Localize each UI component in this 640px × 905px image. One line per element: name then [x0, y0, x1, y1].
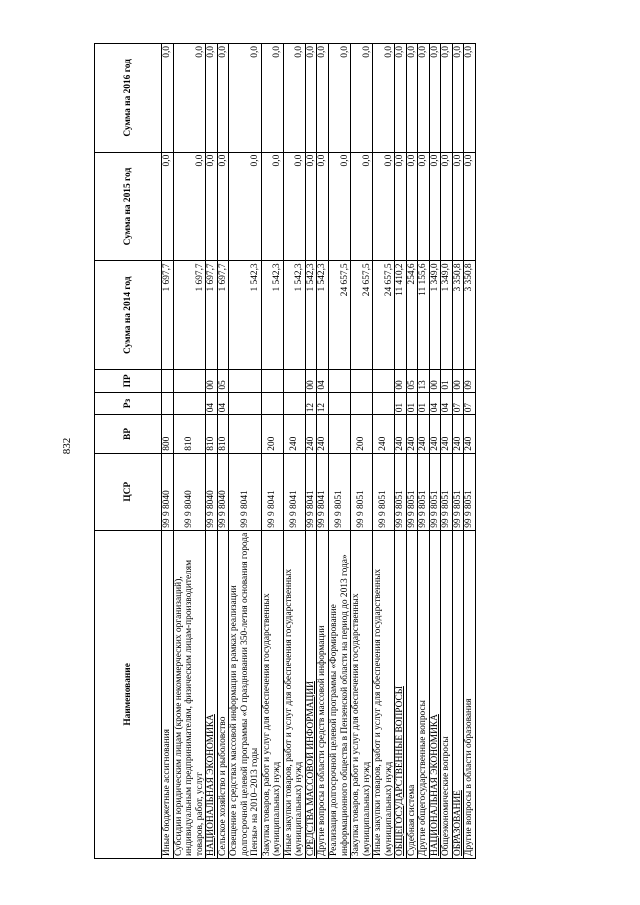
cell-rz — [261, 392, 283, 415]
cell-pr — [173, 370, 206, 393]
cell-vr: 240 — [395, 415, 407, 453]
header-2014: Сумма на 2014 год — [95, 261, 162, 370]
cell-vr: 810 — [206, 415, 218, 453]
cell-rz — [351, 392, 373, 415]
cell-2014: 1 697,7 — [162, 261, 174, 370]
cell-2015: 0,0 — [406, 152, 418, 261]
cell-2016: 0,0 — [418, 44, 430, 153]
cell-2016: 0,0 — [283, 44, 305, 153]
cell-2016: 0,0 — [395, 44, 407, 153]
cell-csr: 99 9 8041 — [229, 453, 262, 530]
cell-vr: 240 — [464, 415, 476, 453]
table-row — [317, 44, 329, 859]
header-pr: ПР — [95, 370, 162, 393]
cell-csr: 99 9 8051 — [328, 453, 350, 530]
cell-name: СРЕДСТВА МАССОВОЙ ИНФОРМАЦИИ — [305, 530, 317, 858]
cell-2015: 0,0 — [173, 152, 206, 261]
cell-2016: 0,0 — [429, 44, 441, 153]
cell-rz: 12 — [305, 392, 317, 415]
cell-rz — [173, 392, 206, 415]
cell-2016: 0,0 — [217, 44, 229, 153]
cell-rz — [328, 392, 350, 415]
cell-csr: 99 9 8051 — [373, 453, 395, 530]
cell-csr: 99 9 8051 — [395, 453, 407, 530]
cell-2015: 0,0 — [162, 152, 174, 261]
cell-pr: 05 — [406, 370, 418, 393]
cell-2016: 0,0 — [328, 44, 350, 153]
cell-pr — [261, 370, 283, 393]
cell-2014: 3 350,8 — [452, 261, 464, 370]
cell-rz: 04 — [206, 392, 218, 415]
cell-rz: 04 — [429, 392, 441, 415]
cell-vr: 200 — [351, 415, 373, 453]
cell-vr: 240 — [452, 415, 464, 453]
budget-table-container — [94, 43, 569, 859]
cell-vr: 240 — [317, 415, 329, 453]
cell-pr — [351, 370, 373, 393]
table-row — [452, 44, 464, 859]
table-row — [328, 44, 350, 859]
cell-2014: 1 542,3 — [229, 261, 262, 370]
cell-2014: 24 657,5 — [328, 261, 350, 370]
cell-2015: 0,0 — [429, 152, 441, 261]
header-vr: ВР — [95, 415, 162, 453]
cell-csr: 99 9 8040 — [173, 453, 206, 530]
cell-vr: 240 — [305, 415, 317, 453]
cell-rz: 04 — [217, 392, 229, 415]
cell-rz: 04 — [441, 392, 453, 415]
cell-csr: 99 9 8051 — [464, 453, 476, 530]
cell-2015: 0,0 — [217, 152, 229, 261]
cell-csr: 99 9 8051 — [406, 453, 418, 530]
page-number: 832 — [61, 437, 73, 455]
cell-2015: 0,0 — [351, 152, 373, 261]
table-row — [373, 44, 395, 859]
cell-2016: 0,0 — [206, 44, 218, 153]
cell-2015: 0,0 — [418, 152, 430, 261]
table-row — [406, 44, 418, 859]
cell-name: Другие общегосударственные вопросы — [418, 530, 430, 858]
cell-pr: 00 — [429, 370, 441, 393]
cell-2016: 0,0 — [317, 44, 329, 153]
cell-2015: 0,0 — [317, 152, 329, 261]
cell-vr: 240 — [406, 415, 418, 453]
cell-pr: 00 — [452, 370, 464, 393]
cell-name: ОБЩЕГОСУДАРСТВЕННЫЕ ВОПРОСЫ — [395, 530, 407, 858]
cell-2015: 0,0 — [452, 152, 464, 261]
cell-2016: 0,0 — [305, 44, 317, 153]
cell-2015: 0,0 — [261, 152, 283, 261]
cell-rz: 01 — [395, 392, 407, 415]
cell-rz: 12 — [317, 392, 329, 415]
cell-name: НАЦИОНАЛЬНАЯ ЭКОНОМИКА — [429, 530, 441, 858]
cell-pr — [328, 370, 350, 393]
cell-csr: 99 9 8051 — [452, 453, 464, 530]
cell-rz: 07 — [452, 392, 464, 415]
cell-name: Освещение в средствах массовой информации в рамках реализации долгосрочной целевой программы «О праздновании 350-летия основания города Пензы» на 2010–2013 годы — [229, 530, 262, 858]
table-row — [351, 44, 373, 859]
table-row — [395, 44, 407, 859]
header-row — [95, 44, 162, 859]
cell-name: Другие вопросы в области образования — [464, 530, 476, 858]
cell-2014: 3 350,8 — [464, 261, 476, 370]
cell-name: Сельское хозяйство и рыболовство — [217, 530, 229, 858]
cell-csr: 99 9 8041 — [317, 453, 329, 530]
cell-vr: 800 — [162, 415, 174, 453]
cell-rz — [162, 392, 174, 415]
cell-rz — [229, 392, 262, 415]
cell-2015: 0,0 — [395, 152, 407, 261]
cell-2015: 0,0 — [305, 152, 317, 261]
cell-csr: 99 9 8051 — [351, 453, 373, 530]
cell-2014: 1 697,7 — [206, 261, 218, 370]
cell-2016: 0,0 — [373, 44, 395, 153]
cell-pr — [229, 370, 262, 393]
cell-name: ОБРАЗОВАНИЕ — [452, 530, 464, 858]
cell-2014: 1 542,3 — [317, 261, 329, 370]
header-rz: Рз — [95, 392, 162, 415]
table-row — [283, 44, 305, 859]
cell-pr — [373, 370, 395, 393]
cell-2014: 24 657,5 — [373, 261, 395, 370]
cell-vr — [229, 415, 262, 453]
cell-2016: 0,0 — [464, 44, 476, 153]
table-row — [162, 44, 174, 859]
header-2015: Сумма на 2015 год — [95, 152, 162, 261]
cell-pr: 13 — [418, 370, 430, 393]
cell-csr: 99 9 8041 — [305, 453, 317, 530]
cell-vr: 810 — [173, 415, 206, 453]
cell-2014: 1 542,3 — [283, 261, 305, 370]
cell-2016: 0,0 — [351, 44, 373, 153]
cell-2016: 0,0 — [162, 44, 174, 153]
cell-vr: 240 — [283, 415, 305, 453]
cell-name: Реализация долгосрочной целевой программы «Формирование информационного общества в Пензенской области на период до 2013 года» — [328, 530, 350, 858]
cell-pr: 00 — [305, 370, 317, 393]
cell-rz — [373, 392, 395, 415]
cell-2016: 0,0 — [441, 44, 453, 153]
table-row — [217, 44, 229, 859]
cell-name: Субсидии юридическим лицам (кроме некоммерческих организаций), индивидуальным предпринимателям, физическим лицам-производителям товаров, работ, услуг — [173, 530, 206, 858]
cell-name: Закупка товаров, работ и услуг для обеспечения государственных (муниципальных) нужд — [351, 530, 373, 858]
cell-2015: 0,0 — [328, 152, 350, 261]
header-2016: Сумма на 2016 год — [95, 44, 162, 153]
cell-2014: 1 542,3 — [261, 261, 283, 370]
cell-rz: 07 — [464, 392, 476, 415]
cell-pr: 00 — [206, 370, 218, 393]
cell-vr: 810 — [217, 415, 229, 453]
cell-csr: 99 9 8051 — [429, 453, 441, 530]
cell-vr: 240 — [418, 415, 430, 453]
cell-csr: 99 9 8051 — [418, 453, 430, 530]
cell-name: НАЦИОНАЛЬНАЯ ЭКОНОМИКА — [206, 530, 218, 858]
cell-2015: 0,0 — [373, 152, 395, 261]
cell-vr: 240 — [429, 415, 441, 453]
cell-csr: 99 9 8041 — [261, 453, 283, 530]
cell-2014: 1 697,7 — [173, 261, 206, 370]
cell-pr: 01 — [441, 370, 453, 393]
cell-pr — [162, 370, 174, 393]
cell-csr: 99 9 8040 — [217, 453, 229, 530]
cell-vr: 240 — [441, 415, 453, 453]
cell-name: Иные бюджетные ассигнования — [162, 530, 174, 858]
cell-2016: 0,0 — [452, 44, 464, 153]
cell-name: Судебная система — [406, 530, 418, 858]
cell-2014: 1 542,3 — [305, 261, 317, 370]
cell-2014: 1 349,0 — [429, 261, 441, 370]
cell-2016: 0,0 — [406, 44, 418, 153]
cell-rz: 01 — [418, 392, 430, 415]
table-row — [229, 44, 262, 859]
table-row — [261, 44, 283, 859]
cell-2016: 0,0 — [261, 44, 283, 153]
cell-pr: 05 — [217, 370, 229, 393]
header-name: Наименование — [95, 530, 162, 858]
cell-pr: 00 — [395, 370, 407, 393]
table-row — [441, 44, 453, 859]
cell-vr — [328, 415, 350, 453]
cell-name: Общеэкономические вопросы — [441, 530, 453, 858]
cell-2016: 0,0 — [229, 44, 262, 153]
cell-rz: 01 — [406, 392, 418, 415]
table-row — [206, 44, 218, 859]
table-row — [429, 44, 441, 859]
cell-2014: 254,6 — [406, 261, 418, 370]
table-row — [464, 44, 476, 859]
cell-name: Иные закупки товаров, работ и услуг для обеспечения государственных (муниципальных) нужд — [283, 530, 305, 858]
cell-vr: 200 — [261, 415, 283, 453]
cell-name: Закупка товаров, работ и услуг для обеспечения государственных (муниципальных) нужд — [261, 530, 283, 858]
cell-csr: 99 9 8041 — [283, 453, 305, 530]
cell-2014: 1 349,0 — [441, 261, 453, 370]
cell-vr: 240 — [373, 415, 395, 453]
cell-2015: 0,0 — [206, 152, 218, 261]
cell-2014: 11 155,6 — [418, 261, 430, 370]
cell-2015: 0,0 — [441, 152, 453, 261]
cell-2015: 0,0 — [464, 152, 476, 261]
cell-name: Иные закупки товаров, работ и услуг для обеспечения государственных (муниципальных) нужд — [373, 530, 395, 858]
table-row — [173, 44, 206, 859]
header-csr: ЦСР — [95, 453, 162, 530]
cell-name: Другие вопросы в области средств массовой информации — [317, 530, 329, 858]
cell-2014: 11 410,2 — [395, 261, 407, 370]
cell-2015: 0,0 — [283, 152, 305, 261]
cell-2016: 0,0 — [173, 44, 206, 153]
cell-pr: 04 — [317, 370, 329, 393]
table-row — [305, 44, 317, 859]
budget-table — [94, 43, 476, 859]
cell-2014: 1 697,7 — [217, 261, 229, 370]
table-body — [162, 44, 476, 859]
cell-csr: 99 9 8040 — [206, 453, 218, 530]
cell-2015: 0,0 — [229, 152, 262, 261]
cell-pr — [283, 370, 305, 393]
cell-csr: 99 9 8051 — [441, 453, 453, 530]
cell-rz — [283, 392, 305, 415]
cell-csr: 99 9 8040 — [162, 453, 174, 530]
table-row — [418, 44, 430, 859]
cell-2014: 24 657,5 — [351, 261, 373, 370]
cell-pr: 09 — [464, 370, 476, 393]
